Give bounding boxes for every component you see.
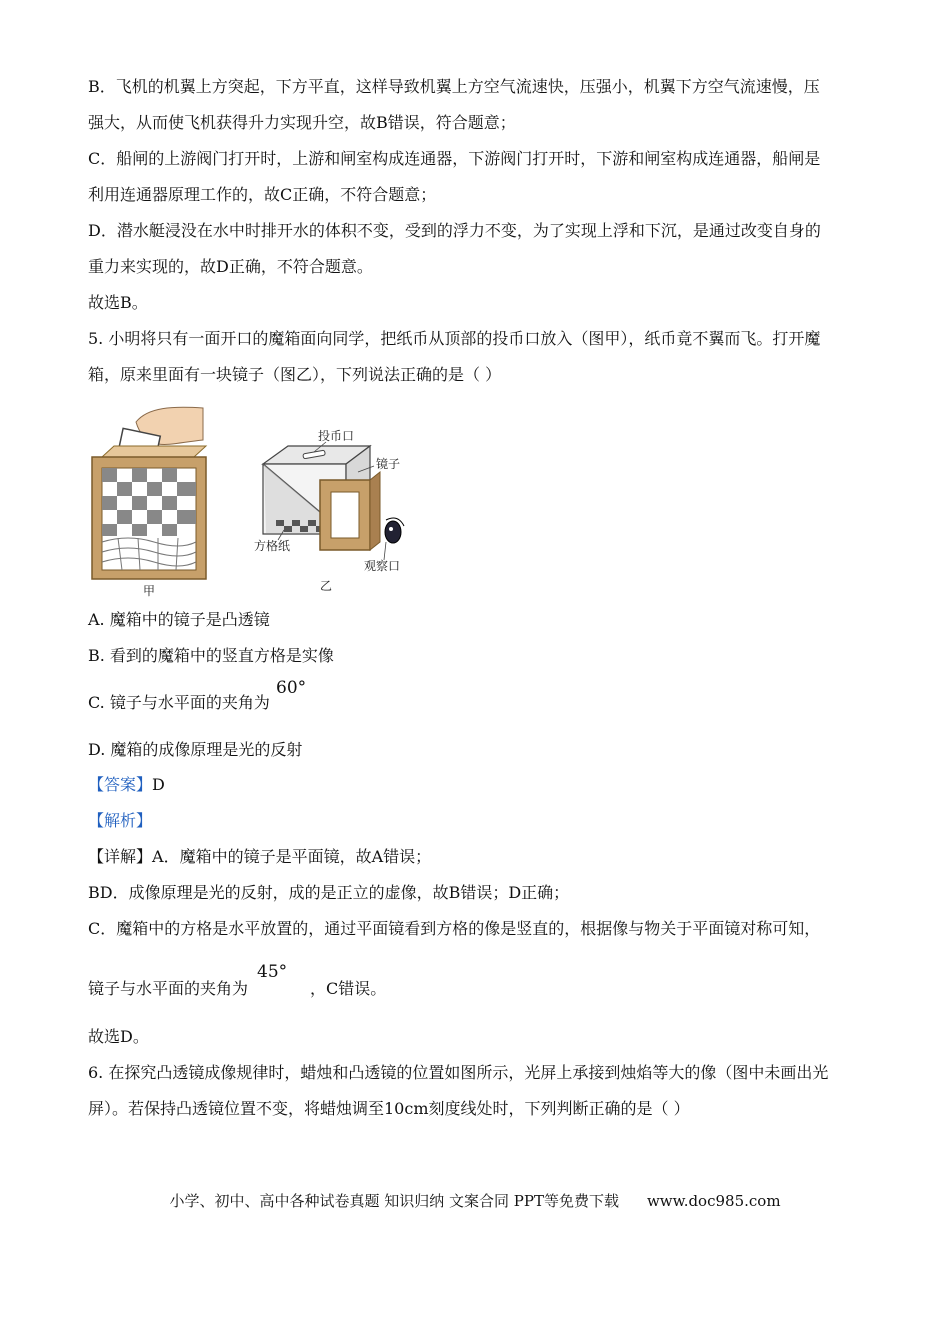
option-c-angle: 60° [276, 678, 307, 698]
answer-line [88, 774, 165, 796]
figure-yi-label: 乙 [320, 579, 333, 593]
option-c: C. 镜子与水平面的夹角为 [88, 693, 270, 712]
detail-bd-line: BD．成像原理是光的反射，成的是正立的虚像，故B错误；D正确； [88, 883, 570, 902]
page-footer [0, 1190, 950, 1211]
detail-tag: 【详解】 [88, 847, 153, 866]
option-d: D. 魔箱的成像原理是光的反射 [88, 740, 303, 759]
detail-c-line-2 [88, 978, 386, 1000]
magic-box-figure [88, 402, 418, 597]
analysis-tag: 【解析】 [88, 811, 153, 830]
question-6-line-2: 屏）。若保持凸透镜位置不变，将蜡烛调至10cm刻度线处时，下列判断正确的是（ ） [88, 1099, 690, 1118]
question-5-line-1: 5. 小明将只有一面开口的魔箱面向同学，把纸币从顶部的投币口放入（图甲），纸币竟不翼而飞。打开魔 [88, 329, 821, 348]
grid-paper-label: 方格纸 [254, 539, 291, 553]
detail-line [88, 846, 431, 868]
option-d-explanation-line-2: 重力来实现的，故D正确，不符合题意。 [88, 257, 373, 276]
question-5-line-2: 箱，原来里面有一块镜子（图乙），下列说法正确的是（ ） [88, 365, 502, 384]
footer-text: 小学、初中、高中各种试卷真题 知识归纳 文案合同 PPT等免费下载 [169, 1192, 619, 1210]
mirror-label: 镜子 [376, 457, 401, 471]
coin-slot-label: 投币口 [318, 429, 355, 443]
question-6-line-1: 6. 在探究凸透镜成像规律时，蜡烛和凸透镜的位置如图所示，光屏上承接到烛焰等大的像（图中未画出光 [88, 1063, 829, 1082]
view-port-label: 观察口 [364, 559, 401, 573]
choose-d-line: 故选D。 [88, 1027, 149, 1046]
answer-value: D [152, 775, 165, 794]
footer-url[interactable]: www.doc985.com [646, 1192, 781, 1210]
detail-c-line-2-pre: 镜子与水平面的夹角为 [88, 979, 249, 998]
detail-c-line-2-post: ，C错误。 [310, 979, 387, 998]
option-a: A. 魔箱中的镜子是凸透镜 [88, 610, 270, 629]
answer-tag: 【答案】 [88, 775, 153, 794]
option-b-explanation-line-1: B．飞机的机翼上方突起，下方平直，这样导致机翼上方空气流速快，压强小，机翼下方空气流速慢，压 [88, 77, 820, 96]
option-b: B. 看到的魔箱中的竖直方格是实像 [88, 646, 334, 665]
detail-c-line-1: C．魔箱中的方格是水平放置的，通过平面镜看到方格的像是竖直的，根据像与物关于平面镜对称可知， [88, 919, 821, 938]
option-b-explanation-line-2: 强大，从而使飞机获得升力实现升空，故B错误，符合题意； [88, 113, 516, 132]
option-c-explanation-line-2: 利用连通器原理工作的，故C正确，不符合题意； [88, 185, 437, 204]
figure-jia-box [92, 407, 206, 579]
detail-c-angle: 45° [257, 962, 288, 982]
detail-a-text: A．魔箱中的镜子是平面镜，故A错误； [152, 847, 432, 866]
figure-jia-label: 甲 [143, 584, 156, 597]
option-d-explanation-line-1: D．潜水艇浸没在水中时排开水的体积不变，受到的浮力不变，为了实现上浮和下沉，是通过改变自身的 [88, 221, 821, 240]
option-c-explanation-line-1: C．船闸的上游阀门打开时，上游和闸室构成连通器，下游阀门打开时，下游和闸室构成连通器，船闸是 [88, 149, 821, 168]
choose-b-line: 故选B。 [88, 293, 148, 312]
